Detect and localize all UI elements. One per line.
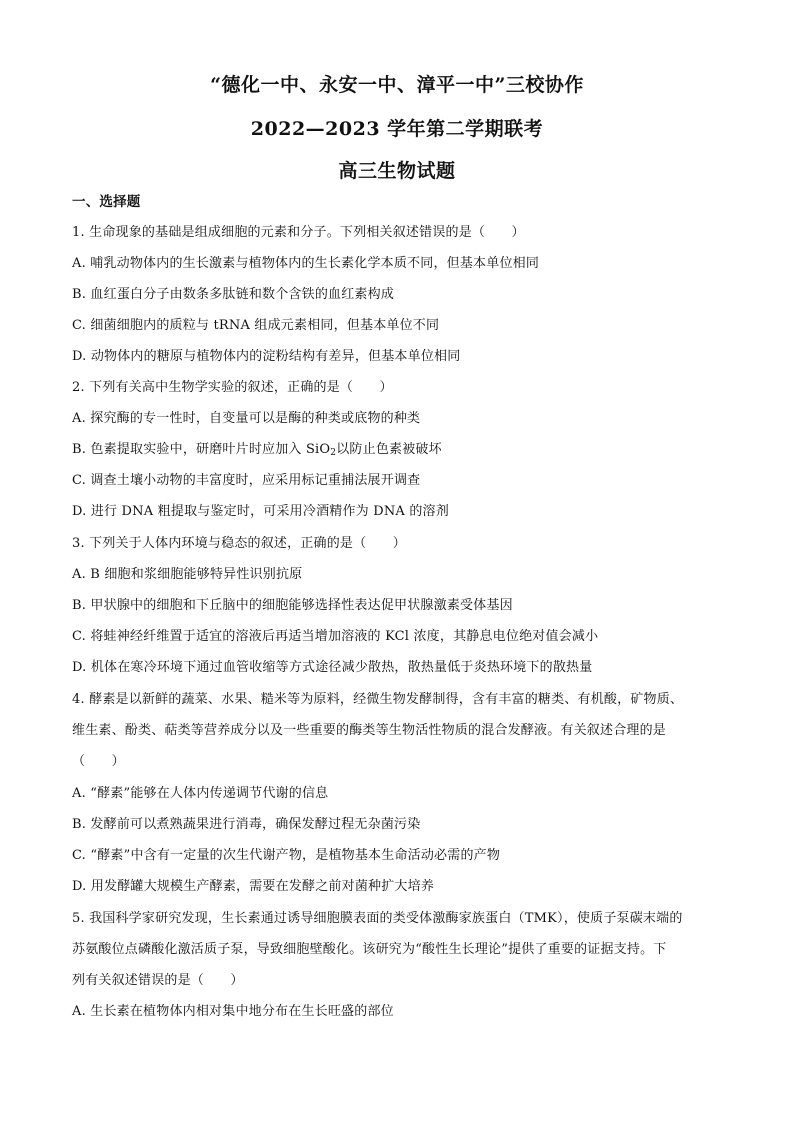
question-2-option-c: C. 调查土壤小动物的丰富度时，应采用标记重捕法展开调查: [72, 473, 421, 488]
question-2-option-d: D. 进行 DNA 粗提取与鉴定时，可采用冷酒精作为 DNA 的溶剂: [72, 504, 449, 519]
question-1-option-a: A. 哺乳动物体内的生长激素与植物体内的生长素化学本质不同，但基本单位相同: [72, 256, 540, 271]
question-4-stem-line-1: 4. 酵素是以新鲜的蔬菜、水果、糙米等为原料，经微生物发酵制得，含有丰富的糖类、有机酸，矿物质、: [72, 692, 684, 707]
question-4-option-b: B. 发酵前可以煮熟蔬果进行消毒，确保发酵过程无杂菌污染: [72, 817, 421, 832]
question-4-option-c: C. “酵素”中含有一定量的次生代谢产物，是植物基本生命活动必需的产物: [72, 848, 501, 863]
question-3-option-b: B. 甲状腺中的细胞和下丘脑中的细胞能够选择性表达促甲状腺激素受体基因: [72, 598, 513, 613]
question-4-stem-line-3: （ ）: [72, 754, 125, 769]
question-3-option-d: D. 机体在寒冷环境下通过血管收缩等方式途径减少散热，散热量低于炎热环境下的散热量: [72, 660, 593, 675]
question-2-option-a: A. 探究酶的专一性时，自变量可以是酶的种类或底物的种类: [72, 411, 421, 426]
question-3-option-a: A. B 细胞和浆细胞能够特异性识别抗原: [72, 567, 303, 582]
question-2-option-b-tail: 以防止色素被破坏: [336, 442, 442, 457]
question-5-stem-line-1: 5. 我国科学家研究发现，生长素通过诱导细胞膜表面的类受体激酶家族蛋白（TMK），使质子泵碳末端的: [72, 911, 683, 926]
question-4-option-d: D. 用发酵罐大规模生产酵素，需要在发酵之前对菌种扩大培养: [72, 879, 435, 894]
question-1-option-d: D. 动物体内的糖原与植物体内的淀粉结构有差异，但基本单位相同: [72, 349, 461, 364]
question-4-option-a: A. “酵素”能够在人体内传递调节代谢的信息: [72, 786, 329, 801]
question-3-stem: 3. 下列关于人体内环境与稳态的叙述，正确的是（ ）: [72, 536, 406, 551]
exam-title-term: 2022—2023 学年第二学期联考: [250, 118, 544, 140]
question-2-option-b-subscript: 2: [330, 448, 337, 458]
section-heading: 一、选择题: [72, 194, 141, 210]
question-5-stem-line-3: 列有关叙述错误的是（ ）: [72, 973, 244, 988]
question-1-option-b: B. 血红蛋白分子由数条多肽链和数个含铁的血红素构成: [72, 287, 395, 302]
question-2-option-b-text: B. 色素提取实验中，研磨叶片时应加入 SiO: [72, 442, 331, 457]
question-2-option-b: [72, 441, 442, 459]
question-2-stem: 2. 下列有关高中生物学实验的叙述，正确的是（ ）: [72, 380, 393, 395]
exam-title-schools: “德化一中、永安一中、漳平一中”三校协作: [210, 74, 584, 96]
question-4-stem-line-2: 维生素、酚类、萜类等营养成分以及一些重要的酶类等生物活性物质的混合发酵液。有关叙述合理的是: [72, 723, 667, 738]
exam-title-subject: 高三生物试题: [338, 160, 456, 182]
question-5-stem-line-2: 苏氨酸位点磷酸化激活质子泵，导致细胞壁酸化。该研究为“酸性生长理论”提供了重要的证据支持。下: [72, 942, 667, 957]
question-1-stem: 1. 生命现象的基础是组成细胞的元素和分子。下列相关叙述错误的是（ ）: [72, 225, 525, 240]
question-5-option-a: A. 生长素在植物体内相对集中地分布在生长旺盛的部位: [72, 1004, 394, 1019]
question-1-option-c: C. 细菌细胞内的质粒与 tRNA 组成元素相同，但基本单位不同: [72, 318, 440, 333]
question-3-option-c: C. 将蛙神经纤维置于适宜的溶液后再适当增加溶液的 KCl 浓度，其静息电位绝对值会减小: [72, 629, 599, 644]
